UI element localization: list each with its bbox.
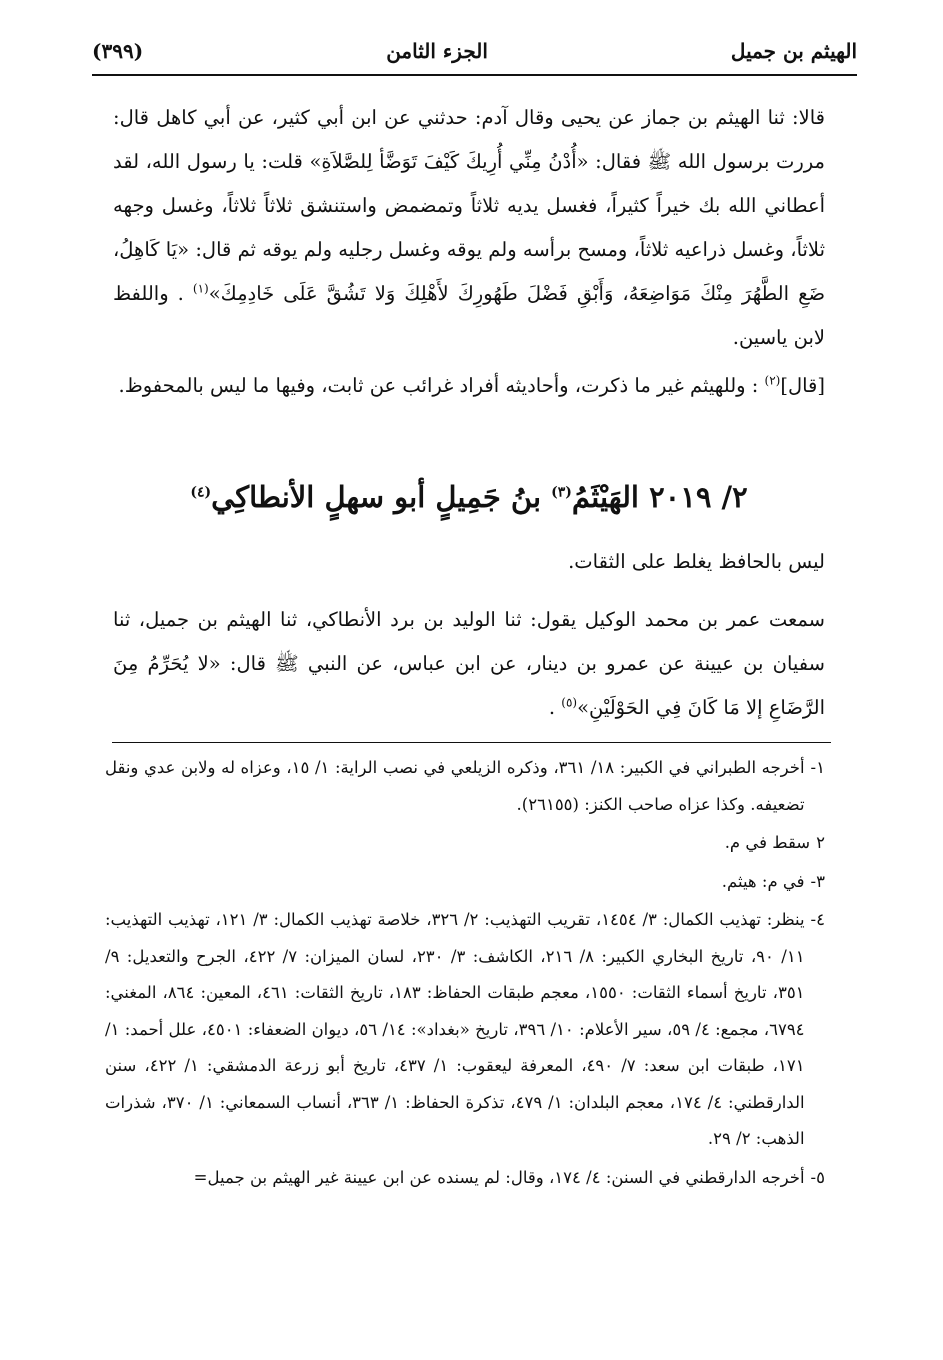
footnote-ref: (٢): [764, 373, 781, 388]
page-number: (٣٩٩): [92, 39, 144, 63]
entry-heading-part-b: بنُ جَمِيلٍ أبو سهلٍ الأنطاكِي: [211, 480, 552, 514]
footnote-text: سقط في م.: [724, 833, 811, 852]
footnote-number: ٢: [816, 833, 825, 852]
entry-heading: [113, 472, 825, 522]
footnote-text: في م: هيثم.: [721, 871, 805, 891]
entry-verdict: ليس بالحافظ يغلط على الثقات.: [568, 550, 825, 573]
footnote-ref: (٣): [551, 484, 572, 501]
footnote-5: [105, 1160, 825, 1197]
footnote-text: ينظر: تهذيب الكمال: ٣/ ١٤٥٤، تقريب التهذيب: ٢/ ٣٢٦، خلاصة تهذيب الكمال: ٣/ ١٢١، تهذيب التهذيب: ١١/ ٩٠، تاريخ البخاري الكبير: ٨/ ٢١٦، الكاشف: ٣/ ٢٣٠، لسان الميزان: ٧/ ٤٢٢، الجرح والتعديل: ٩/ ٣٥١، تاريخ أسماء الثقات: ١٥٥٠، معجم طبقات الحفاظ: ١٨٣، تاريخ الثقات: ٤٦١، المعين: ٨٦٤، المغني: ٦٧٩٤، مجمع: ٤/ ٥٩، سير الأعلام: ١٠/ ٣٩٦، تاريخ «بغداد»: ١٤/ ٥٦، ديوان الضعفاء: ٤٥٠١، علل أحمد: ١/ ١٧١، طبقات ابن سعد: ٧/ ٤٩٠، المعرفة ليعقوب: ١/ ٤٣٧، تاريخ أبو زرعة الدمشقي: ١/ ٤٢٢، سنن الدارقطني: ٤/ ١٧٤، معجم البلدان: ١/ ٤٧٩، تذكرة الحفاظ: ١/ ٣٦٣، أنساب السمعاني: ١/ ٣٧٠، شذرات الذهب: ٢/ ٢٩.: [105, 910, 805, 1148]
header-rule: [92, 74, 857, 76]
footnote-1: [105, 750, 825, 823]
footnote-text: أخرجه الطبراني في الكبير: ١٨/ ٣٦١، وذكره الزيلعي في نصب الراية: ١/ ١٥، وعزاه له ولابن عدي ونقل تضعيفه. وكذا عزاه صاحب الكنز: (٢٦١٥٥).: [105, 758, 805, 814]
paragraph-hadith-abu-kahil: [113, 96, 825, 360]
paragraph-tail: : وللهيثم غير ما ذكرت، وأحاديثه أفراد غرائب عن ثابت، وفيها ما ليس بالمحفوظ.: [118, 374, 765, 397]
paragraph-tail: . واللفظ لابن ياسين.: [113, 282, 825, 349]
main-text: [113, 96, 825, 408]
footnote-ref: (٤): [190, 484, 212, 501]
footnote-number: ٤-: [810, 910, 825, 929]
footnote-text: أخرجه الدارقطني في السنن: ٤/ ١٧٤، وقال: لم يسنده عن ابن عيينة غير الهيثم بن جميل=: [193, 1167, 805, 1187]
part-label: الجزء الثامن: [386, 39, 488, 63]
footnote-ref: (٥): [561, 695, 578, 710]
paragraph-tail: .: [548, 696, 562, 719]
footnote-2: [105, 825, 825, 862]
paragraph-text: قالا: ثنا الهيثم بن جماز عن يحيى وقال آدم: حدثني عن ابن أبي كثير، عن أبي كاهل قال: مررت برسول الله ﷺ فقال: «أُدْنُ مِنِّي أُرِيكَ كَيْفَ تَوَضَّأ لِلصَّلاَةِ» قلت: يا رسول الله، لقد أعطاني الله بك خيراً كثيراً، فغسل يديه ثلاثاً وتمضمض واستنشق ثلاثاً ثلاثاً، وغسل وجهه ثلاثاً، وغسل ذراعيه ثلاثاً، ومسح برأسه ولم يوقه وغسل رجليه ولم يوقه ثم قال: «يَا كَاهِلُ، ضَعِ الطَّهُرَ مِنْكَ مَوَاضِعَهُ، وَأَبْقِ فَضْلَ طَهُورِكَ لأَهْلِكَ وَلا تَشُقَّ عَلَى خَادِمِكَ»: [113, 106, 826, 305]
footnote-number: ٥-: [810, 1167, 825, 1187]
spacer: [113, 584, 825, 598]
page-header: [92, 30, 857, 72]
paragraph-head: [قال]: [780, 374, 825, 397]
paragraph-ibn-adi-comment: [113, 364, 825, 408]
footnote-number: ١-: [810, 758, 825, 777]
footnote-separator: [112, 742, 831, 743]
footnote-ref: (١): [192, 281, 209, 296]
running-title: الهيثم بن جميل: [730, 39, 857, 63]
footnote-4: [105, 902, 825, 1158]
entry-heading-part-a: ٢/ ٢٠١٩ الهَيْثَمُ: [571, 480, 748, 514]
footnote-number: ٣-: [810, 871, 825, 891]
paragraph-text: سمعت عمر بن محمد الوكيل يقول: ثنا الوليد بن برد الأنطاكي، ثنا الهيثم بن جميل، ثنا سفيان بن عيينة عن عمرو بن دينار، عن ابن عباس، عن النبي ﷺ قال: «لا يُحَرِّمُ مِنَ الرَّضَاعِ إلا مَا كَانَ فِي الحَوْلَيْنِ»: [113, 608, 825, 719]
entry-paragraph: [113, 598, 825, 730]
entry-body: [113, 540, 825, 730]
footnotes: [105, 750, 825, 1198]
footnote-3: [105, 864, 825, 901]
